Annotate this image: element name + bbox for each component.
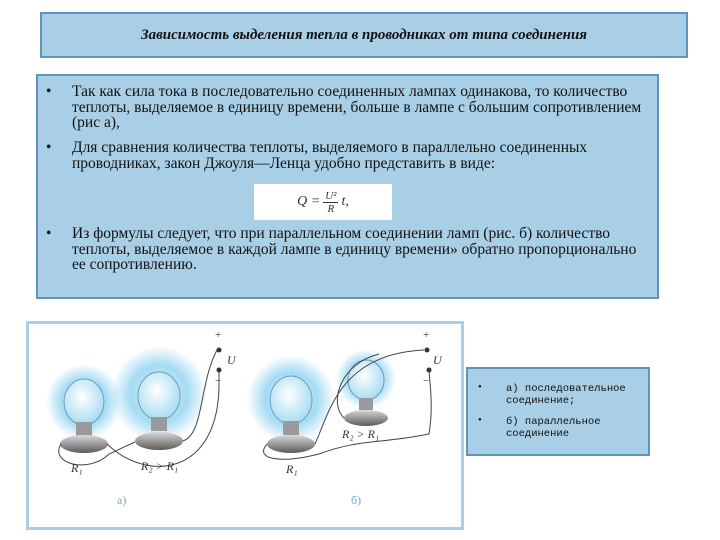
- content-panel: [36, 74, 659, 299]
- legend-item-parallel: б) параллельное соединение: [506, 416, 601, 440]
- lamp-label-b1: R₁: [286, 462, 298, 476]
- lamp-label-b2: R₂ > R₁: [342, 427, 380, 441]
- minus-sign-b: −: [423, 375, 430, 387]
- minus-sign-a: −: [215, 375, 222, 387]
- legend-bullet: •: [478, 381, 482, 393]
- formula-rhs: t,: [341, 194, 349, 209]
- title-banner: [40, 12, 688, 58]
- subfigure-label-b: б): [351, 493, 362, 507]
- circuit-figure: [26, 321, 464, 530]
- terminal-plus-icon: [425, 348, 430, 353]
- bullet-mark: •: [46, 139, 52, 156]
- lamp-label-a2: R₂ > R₁: [141, 459, 179, 473]
- voltage-label-a: U: [227, 353, 236, 367]
- lamp-label-a1: R₁: [71, 461, 83, 475]
- bulb-icon: [64, 379, 104, 425]
- joule-lenz-formula: [254, 184, 392, 220]
- bulb-socket: [359, 398, 373, 410]
- figure-legend: [466, 367, 650, 456]
- bulb-socket: [283, 421, 299, 435]
- bulb-icon: [270, 376, 312, 424]
- formula-fraction: [323, 190, 338, 215]
- bullet-text-1: Так как сила тока в последовательно соединенных лампах одинакова, то количество теплоты, выделяемое в единицу времени, больше в лампе с большим сопротивлением (рис а),: [72, 83, 642, 131]
- terminal-plus-icon: [217, 348, 222, 353]
- lamp-b2: [336, 349, 396, 426]
- lamp-b1: [247, 355, 335, 453]
- plus-sign-b: +: [423, 329, 430, 341]
- lamp-a2: [111, 346, 207, 450]
- lamp-base: [135, 432, 183, 450]
- bulb-socket: [76, 422, 92, 436]
- page-title: Зависимость выделения тепла в проводниках от типа соединения: [140, 26, 588, 43]
- subfigure-label-a: а): [117, 493, 127, 507]
- bullet-mark: •: [46, 83, 52, 100]
- voltage-label-b: U: [433, 353, 442, 367]
- lamp-base: [60, 435, 108, 453]
- bullet-text-3: Из формулы следует, что при параллельном соединении ламп (рис. б) количество теплоты, выделяемое в каждой лампе в единицу времени» обратно пропорционально ее сопротивлению.: [72, 225, 637, 273]
- plus-sign-a: +: [215, 329, 222, 341]
- bullet-text-2: Для сравнения количества теплоты, выделяемого в параллельно соединенных проводниках, закон Джоуля—Ленца удобно представить в виде:: [72, 139, 588, 172]
- formula-lhs: Q =: [297, 194, 321, 209]
- bullet-mark: •: [46, 225, 52, 242]
- lamp-base: [344, 410, 388, 426]
- legend-item-series: а) последовательное соединение;: [506, 383, 626, 407]
- formula-numerator: U²: [325, 189, 337, 202]
- bulb-socket: [151, 417, 167, 431]
- lamp-a1: [46, 364, 122, 453]
- lamp-base: [267, 435, 315, 453]
- bulb-icon: [138, 372, 180, 420]
- terminal-minus-icon: [427, 368, 432, 373]
- legend-bullet: •: [478, 414, 482, 426]
- circuit-illustration: [29, 324, 461, 527]
- formula-denominator: R: [327, 202, 335, 215]
- terminal-minus-icon: [217, 368, 222, 373]
